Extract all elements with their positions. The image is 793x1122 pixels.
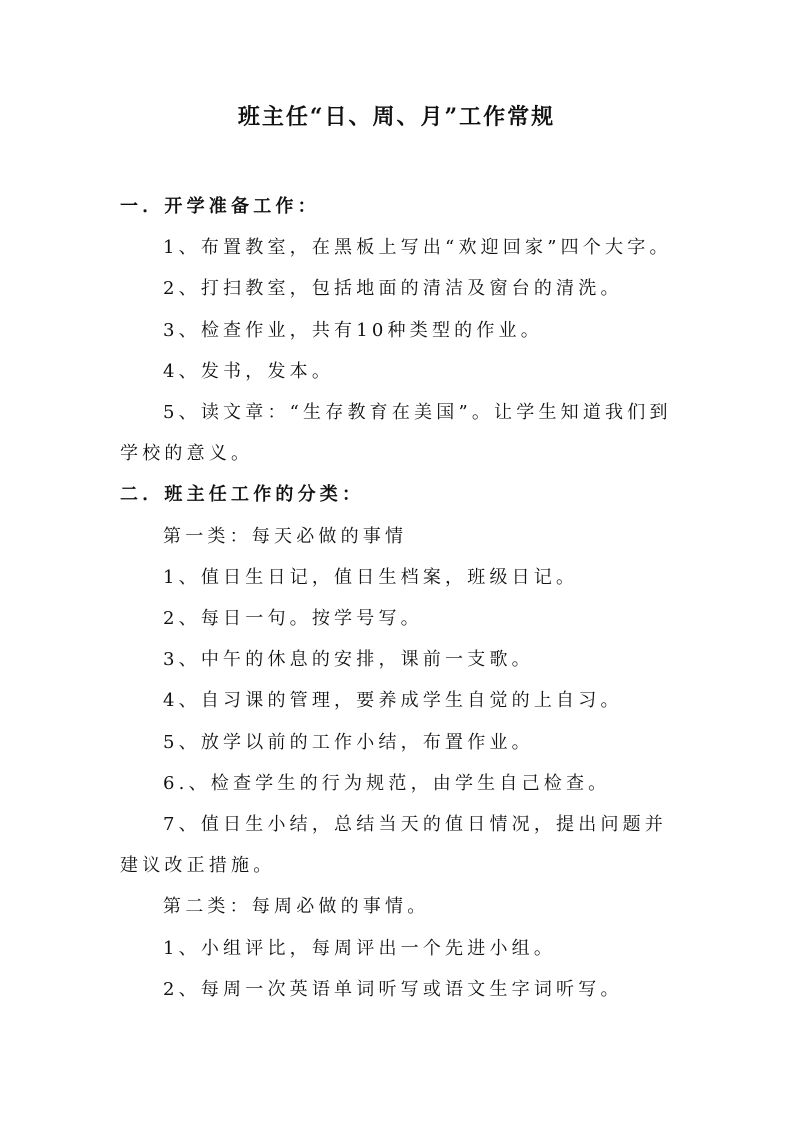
list-item: 2、每周一次英语单词听写或语文生字词听写。 bbox=[163, 978, 623, 1000]
section-heading: 一．开学准备工作： bbox=[120, 196, 320, 217]
list-item: 7、值日生小结，总结当天的值日情况，提出问题并建议改正措施。 bbox=[120, 814, 668, 877]
list-item: 1、布置教室，在黑板上写出“欢迎回家”四个大字。 bbox=[163, 237, 672, 259]
list-item: 5、放学以前的工作小结，布置作业。 bbox=[163, 731, 534, 753]
list-item: 1、小组评比，每周评出一个先进小组。 bbox=[163, 937, 557, 959]
subsection-heading: 第二类：每周必做的事情。 bbox=[163, 896, 430, 918]
list-item: 2、打扫教室，包括地面的清洁及窗台的清洗。 bbox=[163, 278, 623, 300]
list-item: 4、自习课的管理，要养成学生自觉的上自习。 bbox=[163, 690, 623, 712]
section-heading: 二．班主任工作的分类： bbox=[120, 484, 365, 506]
list-item: 6.、检查学生的行为规范，由学生自己检查。 bbox=[163, 772, 611, 794]
subsection-heading: 第一类：每天必做的事情 bbox=[163, 525, 408, 547]
document-title: 班主任“日、周、月”工作常规 bbox=[237, 104, 556, 130]
list-item: 1、值日生日记，值日生档案，班级日记。 bbox=[163, 566, 579, 588]
list-item: 3、中午的休息的安排，课前一支歌。 bbox=[163, 649, 534, 671]
document-body bbox=[120, 186, 682, 1010]
list-item: 2、每日一句。按学号写。 bbox=[163, 608, 423, 630]
list-item: 4、发书，发本。 bbox=[163, 360, 335, 382]
list-item: 5、读文章：“生存教育在美国”。让学生知道我们到学校的意义。 bbox=[120, 402, 672, 465]
list-item: 3、检查作业，共有10种类型的作业。 bbox=[163, 319, 543, 341]
